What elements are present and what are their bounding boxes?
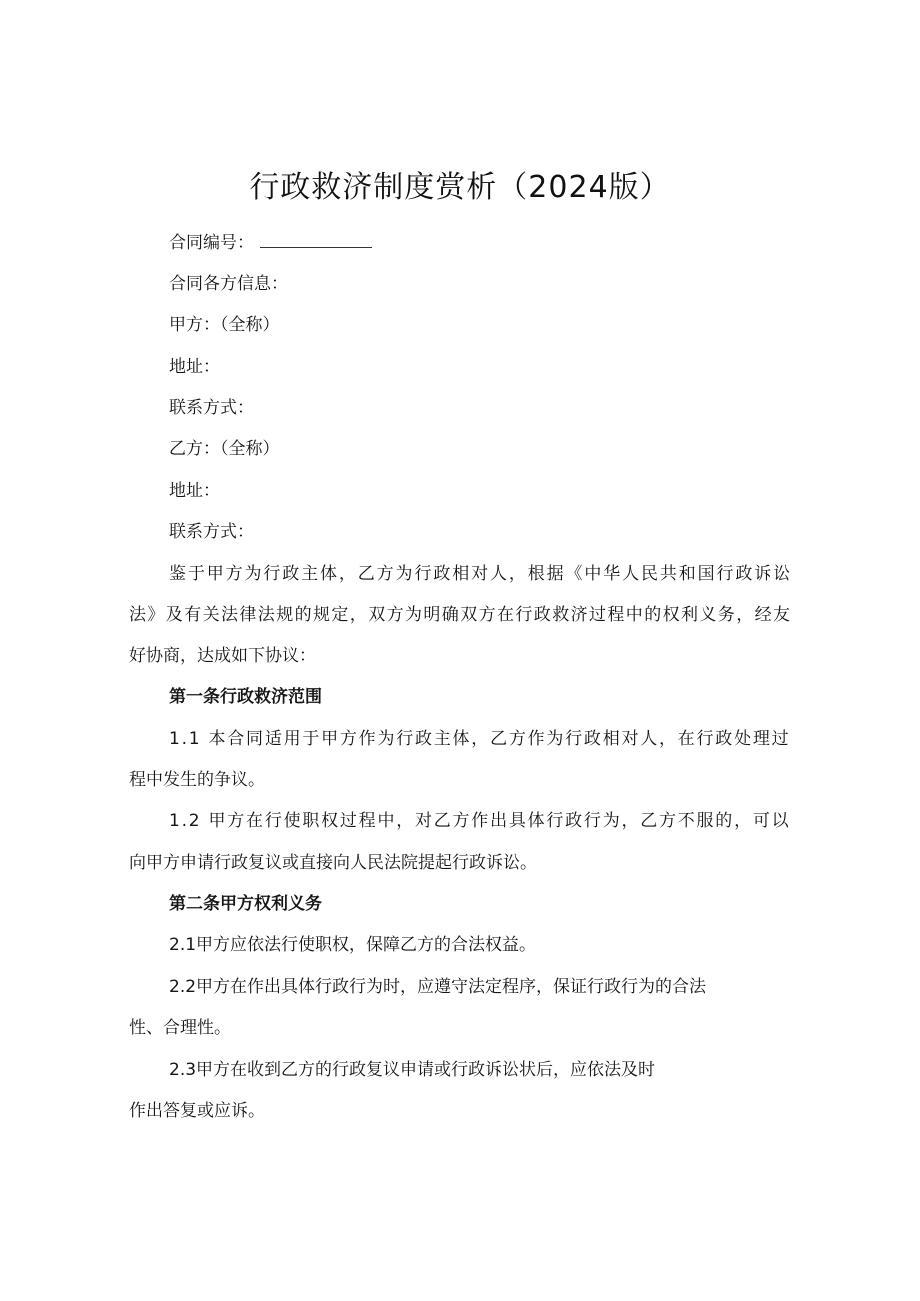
clause-1-1-line-1: 1.1 本合同适用于甲方作为行政主体，乙方作为行政相对人，在行政处理过: [169, 729, 791, 749]
party-b-label: 乙方：（全称）: [169, 439, 280, 459]
preamble-line-2: 法》及有关法律法规的规定，双方为明确双方在行政救济过程中的权利义务，经友: [129, 605, 792, 625]
article-1-heading: 第一条行政救济范围: [169, 687, 322, 707]
parties-info-label: 合同各方信息：: [169, 274, 288, 294]
party-b-address-label: 地址：: [169, 481, 220, 501]
clause-2-1: 2.1甲方应依法行使职权，保障乙方的合法权益。: [169, 935, 537, 955]
clause-2-2-line-2: 性、合理性。: [129, 1018, 231, 1038]
clause-1-2-line-2: 向甲方申请行政复议或直接向人民法院提起行政诉讼。: [129, 853, 537, 873]
party-a-address-label: 地址：: [169, 357, 220, 377]
clause-2-2-line-1: 2.2甲方在作出具体行政行为时，应遵守法定程序，保证行政行为的合法: [169, 977, 707, 997]
contract-number-label: 合同编号：: [169, 233, 254, 253]
preamble-line-3: 好协商，达成如下协议：: [129, 646, 316, 666]
party-b-contact-label: 联系方式：: [169, 522, 254, 542]
party-a-label: 甲方：（全称）: [169, 315, 280, 335]
contract-number-blank: [260, 233, 372, 248]
party-a-contact-label: 联系方式：: [169, 398, 254, 418]
preamble-line-1: 鉴于甲方为行政主体，乙方为行政相对人，根据《中华人民共和国行政诉讼: [169, 564, 793, 584]
clause-1-2-line-1: 1.2 甲方在行使职权过程中，对乙方作出具体行政行为，乙方不服的，可以: [169, 811, 791, 831]
contract-number-line: [169, 231, 372, 255]
article-2-heading: 第二条甲方权利义务: [169, 894, 322, 914]
document-title: 行政救济制度赏析（2024版）: [249, 170, 671, 205]
clause-2-3-line-2: 作出答复或应诉。: [129, 1101, 265, 1121]
clause-1-1-line-2: 程中发生的争议。: [129, 770, 265, 790]
clause-2-3-line-1: 2.3甲方在收到乙方的行政复议申请或行政诉讼状后，应依法及时: [169, 1060, 656, 1080]
